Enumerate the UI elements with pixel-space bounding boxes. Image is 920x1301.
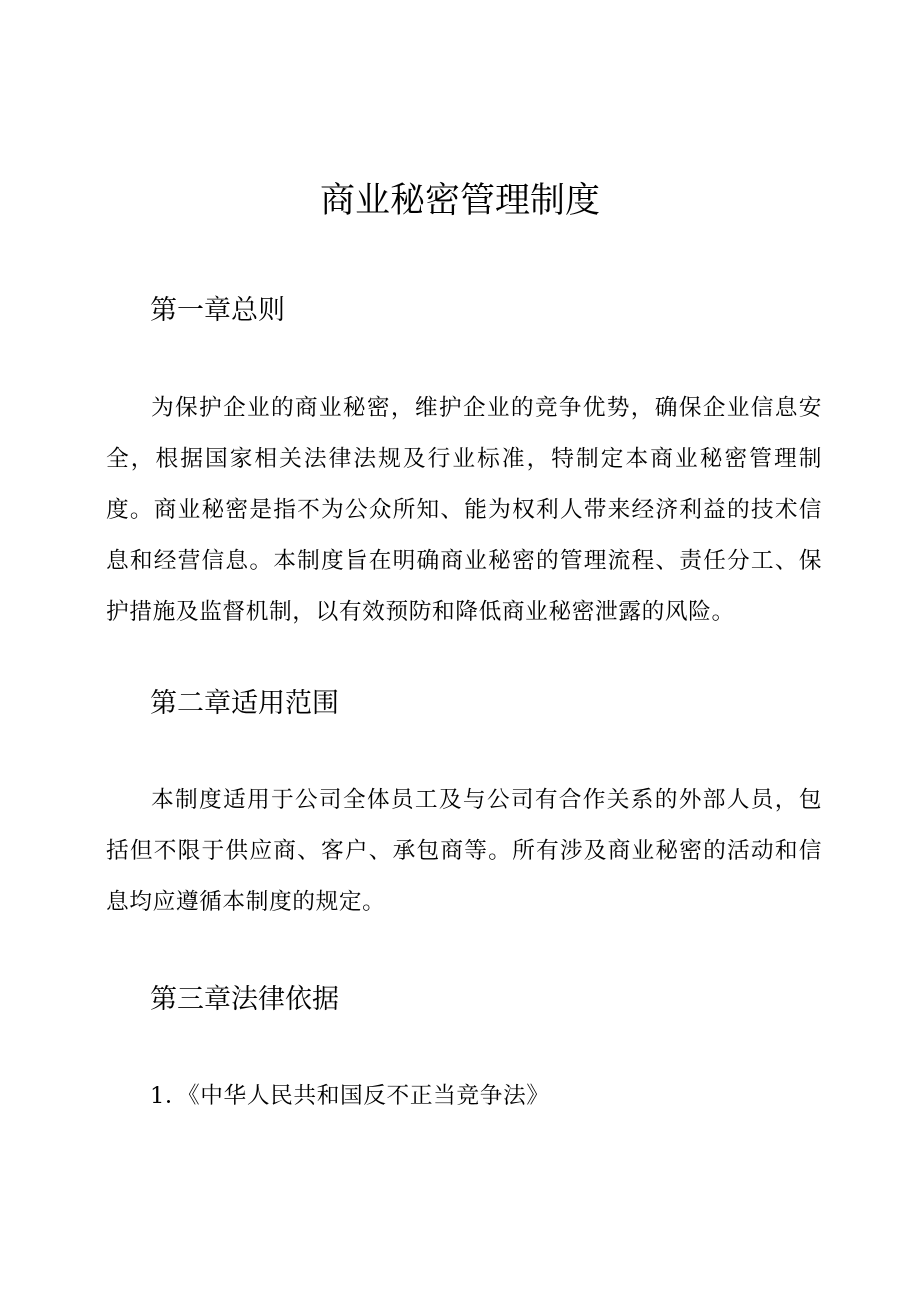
- chapter-paragraph-general: 为保护企业的商业秘密，维护企业的竞争优势，确保企业信息安全，根据国家相关法律法规及行业标准，特制定本商业秘密管理制度。商业秘密是指不为公众所知、能为权利人带来经济利益的技术信息和经营信息。本制度旨在明确商业秘密的管理流程、责任分工、保护措施及监督机制，以有效预防和降低商业秘密泄露的风险。: [106, 395, 822, 625]
- chapter-heading-general: 第一章总则: [150, 295, 285, 326]
- document-title: 商业秘密管理制度: [319, 181, 600, 221]
- legal-basis-list-item: 1．《中华人民共和国反不正当竞争法》: [150, 1083, 550, 1109]
- chapter-paragraph-scope: 本制度适用于公司全体员工及与公司有合作关系的外部人员，包括但不限于供应商、客户、承包商等。所有涉及商业秘密的活动和信息均应遵循本制度的规定。: [106, 787, 822, 915]
- chapter-heading-legal-basis: 第三章法律依据: [150, 984, 339, 1015]
- chapter-heading-scope: 第二章适用范围: [150, 688, 339, 719]
